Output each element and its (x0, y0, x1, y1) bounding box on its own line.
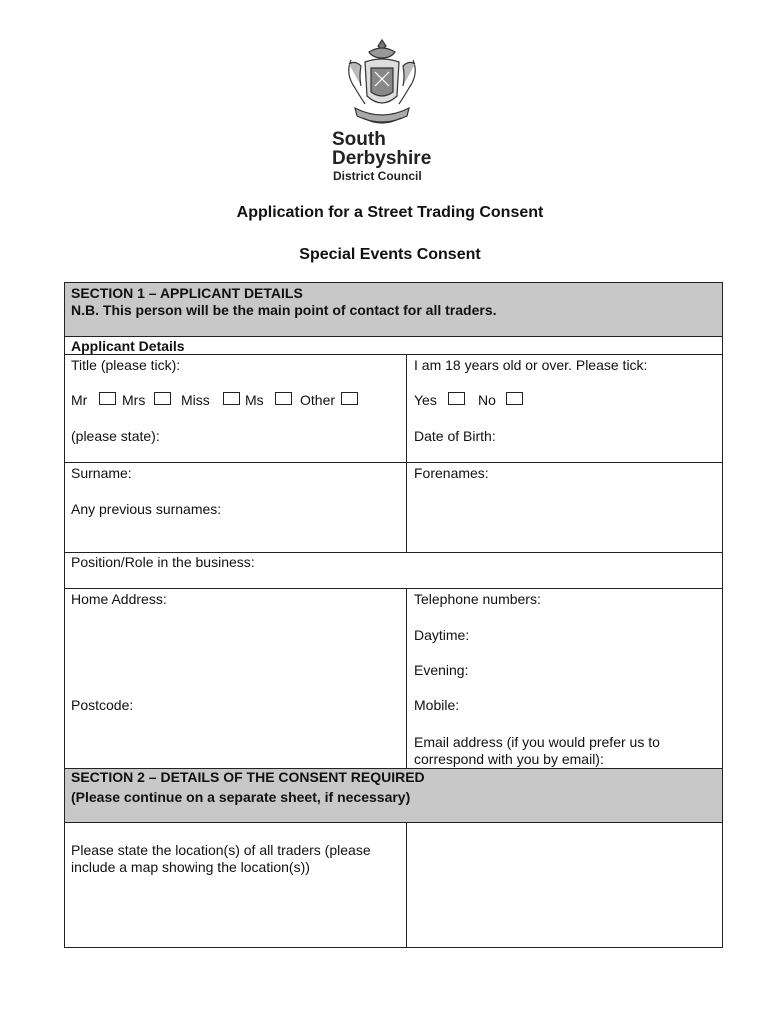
title-mr-checkbox[interactable] (99, 392, 116, 405)
title-other-checkbox[interactable] (341, 392, 358, 405)
surname-label: Surname: (71, 465, 132, 481)
position-role-label: Position/Role in the business: (71, 554, 255, 570)
title-option-mr-label: Mr (71, 392, 88, 408)
age-no-checkbox[interactable] (506, 392, 523, 405)
age-no-label: No (478, 392, 496, 408)
section1-heading: SECTION 1 – APPLICANT DETAILS (71, 285, 303, 301)
postcode-label: Postcode: (71, 697, 134, 713)
table-border (64, 947, 723, 948)
table-border (64, 282, 723, 283)
telephone-numbers-label: Telephone numbers: (414, 591, 541, 607)
org-name-line2: Derbyshire (332, 148, 432, 169)
age-yes-checkbox[interactable] (448, 392, 465, 405)
section1-note: N.B. This person will be the main point of contact for all traders. (71, 302, 497, 318)
home-address-label: Home Address: (71, 591, 167, 607)
title-option-other-label: Other (300, 392, 336, 408)
table-divider (64, 336, 723, 337)
previous-surnames-label: Any previous surnames: (71, 501, 222, 517)
title-option-miss-label: Miss (181, 392, 210, 408)
please-state-label: (please state): (71, 428, 160, 444)
title-miss-checkbox[interactable] (223, 392, 240, 405)
council-crest-logo (341, 38, 423, 132)
document-subtitle: Special Events Consent (299, 246, 481, 263)
table-border (64, 282, 65, 948)
table-column-divider (406, 588, 407, 769)
title-ms-checkbox[interactable] (275, 392, 292, 405)
forenames-label: Forenames: (414, 465, 489, 481)
title-label: Title (please tick): (71, 357, 181, 373)
section2-heading: SECTION 2 – DETAILS OF THE CONSENT REQUIRED (71, 769, 425, 785)
email-address-label: Email address (if you would prefer us to correspond with you by email): (414, 734, 660, 767)
applicant-details-label: Applicant Details (71, 338, 185, 354)
table-divider (64, 462, 723, 463)
table-column-divider (406, 822, 407, 948)
org-name-line1: South (332, 129, 386, 150)
evening-phone-label: Evening: (414, 662, 469, 678)
age-confirmation-label: I am 18 years old or over. Please tick: (414, 357, 648, 373)
table-divider (64, 822, 723, 823)
table-column-divider (406, 354, 407, 553)
table-divider (64, 552, 723, 553)
daytime-phone-label: Daytime: (414, 627, 470, 643)
title-option-ms-label: Ms (245, 392, 264, 408)
table-border (722, 282, 723, 948)
table-divider (64, 588, 723, 589)
document-title: Application for a Street Trading Consent (236, 204, 544, 221)
age-yes-label: Yes (414, 392, 437, 408)
section2-note: (Please continue on a separate sheet, if necessary) (71, 789, 411, 805)
org-name-line3: District Council (333, 169, 422, 183)
trader-locations-label: Please state the location(s) of all traders (please include a map showing the location(s)) (71, 842, 371, 875)
mobile-phone-label: Mobile: (414, 697, 460, 713)
title-mrs-checkbox[interactable] (154, 392, 171, 405)
title-option-mrs-label: Mrs (122, 392, 146, 408)
date-of-birth-label: Date of Birth: (414, 428, 496, 444)
